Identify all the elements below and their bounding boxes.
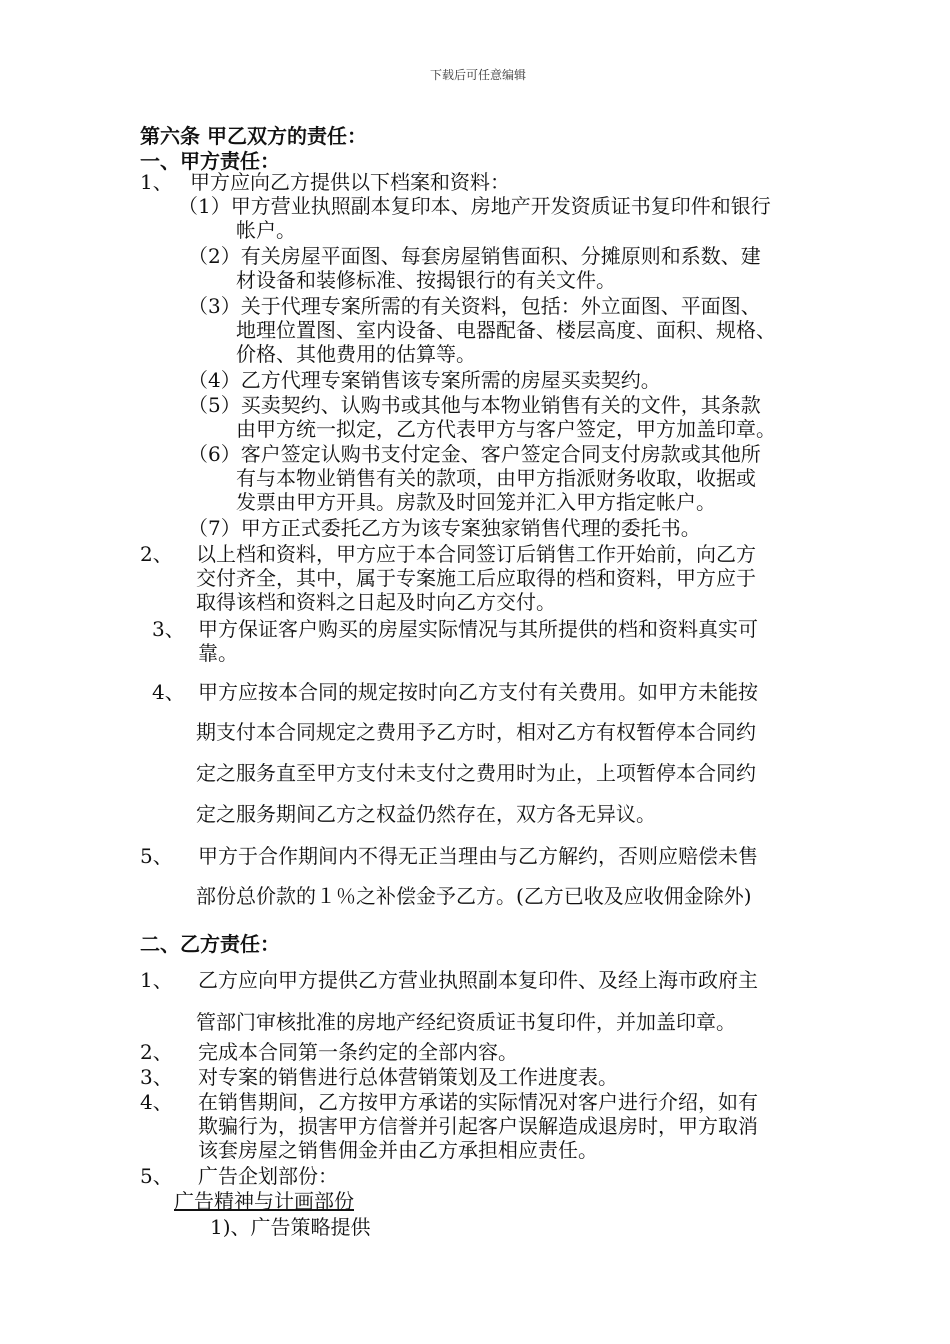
a-item1-number: 1、 (140, 170, 173, 194)
ad-item1: 1)、广告策略提供 (210, 1215, 371, 1239)
article-title: 第六条 甲乙双方的责任： (140, 124, 367, 148)
a-item1-sub3-line1: （3）关于代理专案所需的有关资料，包括：外立面图、平面图、 (188, 294, 761, 318)
a-item4-line4: 定之服务期间乙方之权益仍然存在，双方各无异议。 (196, 802, 656, 826)
b-item2-number: 2、 (140, 1040, 173, 1064)
b-item1-number: 1、 (140, 968, 173, 992)
a-item2-line1: 以上档和资料，甲方应于本合同签订后销售工作开始前，向乙方 (196, 542, 756, 566)
a-item1-text: 甲方应向乙方提供以下档案和资料： (190, 170, 510, 194)
a-item4-line2: 期支付本合同规定之费用予乙方时，相对乙方有权暂停本合同约 (196, 720, 756, 744)
a-item2-line2: 交付齐全，其中，属于专案施工后应取得的档和资料，甲方应于 (196, 566, 756, 590)
b-item5-number: 5、 (140, 1164, 173, 1188)
a-item1-sub5-line2: 由甲方统一拟定，乙方代表甲方与客户签定，甲方加盖印章。 (236, 417, 776, 441)
a-item3-line1: 甲方保证客户购买的房屋实际情况与其所提供的档和资料真实可 (198, 617, 758, 641)
a-item2-line3: 取得该档和资料之日起及时向乙方交付。 (196, 590, 556, 614)
b-item5-line1: 广告企划部份： (198, 1164, 338, 1188)
a-item3-line2: 靠。 (198, 641, 238, 665)
a-item1-sub4: （4）乙方代理专案销售该专案所需的房屋买卖契约。 (188, 368, 661, 392)
b-item3-number: 3、 (140, 1065, 173, 1089)
b-item4-line2: 欺骗行为，损害甲方信誉并引起客户误解造成退房时，甲方取消 (198, 1114, 758, 1138)
a-item1-sub6-line2: 有与本物业销售有关的款项，由甲方指派财务收取，收据或 (236, 466, 756, 490)
a-item2-number: 2、 (140, 542, 173, 566)
b-item4-line1: 在销售期间，乙方按甲方承诺的实际情况对客户进行介绍，如有 (198, 1090, 758, 1114)
a-item1-sub2-line2: 材设备和装修标准、按揭银行的有关文件。 (236, 268, 616, 292)
a-item1-sub3-line3: 价格、其他费用的估算等。 (236, 342, 476, 366)
a-item1-sub6-line3: 发票由甲方开具。房款及时回笼并汇入甲方指定帐户。 (236, 490, 716, 514)
a-item1-sub3-line2: 地理位置图、室内设备、电器配备、楼层高度、面积、规格、 (236, 318, 776, 342)
b-item4-line3: 该套房屋之销售佣金并由乙方承担相应责任。 (198, 1138, 598, 1162)
a-item1-sub2-line1: （2）有关房屋平面图、每套房屋销售面积、分摊原则和系数、建 (188, 244, 761, 268)
a-item4-line3: 定之服务直至甲方支付未支付之费用时为止，上项暂停本合同约 (196, 761, 756, 785)
b-item1-line2: 管部门审核批准的房地产经纪资质证书复印件，并加盖印章。 (196, 1010, 736, 1034)
a-item4-line1: 甲方应按本合同的规定按时向乙方支付有关费用。如甲方未能按 (198, 680, 758, 704)
a-item1-sub1-line2: 帐户。 (236, 218, 296, 242)
a-item4-number: 4、 (152, 680, 185, 704)
a-item5-line2: 部份总价款的１％之补偿金予乙方。(乙方已收及应收佣金除外) (196, 884, 752, 908)
a-item1-sub5-line1: （5）买卖契约、认购书或其他与本物业销售有关的文件，其条款 (188, 393, 761, 417)
a-item1-sub7: （7）甲方正式委托乙方为该专案独家销售代理的委托书。 (188, 516, 701, 540)
ad-subheading: 广告精神与计画部份 (174, 1189, 354, 1213)
b-item3-line1: 对专案的销售进行总体营销策划及工作进度表。 (198, 1065, 618, 1089)
a-item1-sub6-line1: （6）客户签定认购书支付定金、客户签定合同支付房款或其他所 (188, 442, 761, 466)
page-header: 下载后可任意编辑 (430, 68, 527, 82)
a-item5-line1: 甲方于合作期间内不得无正当理由与乙方解约，否则应赔偿未售 (198, 844, 758, 868)
a-item3-number: 3、 (152, 617, 185, 641)
a-item5-number: 5、 (140, 844, 173, 868)
b-item4-number: 4、 (140, 1090, 173, 1114)
b-item2-line1: 完成本合同第一条约定的全部内容。 (198, 1040, 518, 1064)
party-a-heading: 一、甲方责任： (140, 149, 280, 173)
b-item1-line1: 乙方应向甲方提供乙方营业执照副本复印件、及经上海市政府主 (198, 968, 758, 992)
party-b-heading: 二、乙方责任： (140, 932, 280, 956)
a-item1-sub1-line1: （1）甲方营业执照副本复印本、房地产开发资质证书复印件和银行 (178, 194, 771, 218)
